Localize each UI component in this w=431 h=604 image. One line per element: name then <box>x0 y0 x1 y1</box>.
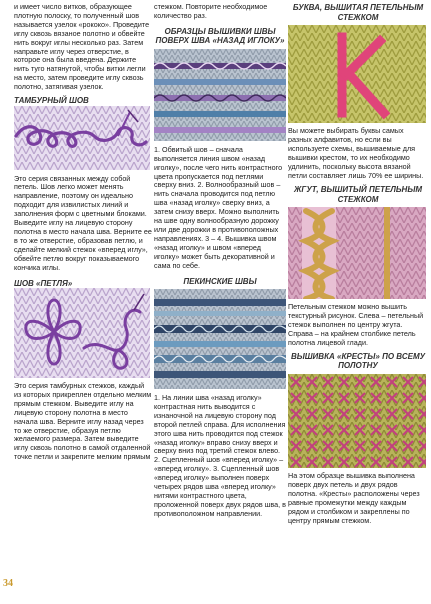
pekinese-text: 1. На линии шва «назад иголку» контрастная нить выводится с изнаночной на лицевую сторону под второй петлей справа. Для исполнения этого шва нить проводится под стежок «назад иголку» вправо снизу вверх и сверху вниз под третий стежок влево. 2. Сцепленный шов «вперед иголку» – «вперед иголку». 3. Сцепленный шов «вперед иголку» выполнен поверх четырех рядов шва «вперед иголку» нитями контрастного цвета, проложенной поверх двух рядов шва, в противоположном направлении. <box>154 393 286 518</box>
column-middle <box>154 0 286 519</box>
letter-text: Вы можете выбирать буквы самых разных алфавитов, но если вы используете схемы, вышиваемые для вышивки крестом, то их необходимо удлинить, поскольку высота вязаной петли составляет лишь 70% ее ширины. <box>288 126 424 180</box>
embroidered-letter-image <box>288 25 426 123</box>
column-right <box>288 0 428 525</box>
cross-stitch-image <box>288 374 426 468</box>
pekinese-samples-image <box>154 289 286 389</box>
column-left <box>14 0 152 462</box>
intro-text: и имеет число витков, образующее плотную полоску, то полученный шов называется узелок «рококо». Проведите иглу сквозь вязаное полотно и обвейте нить вокруг иглы несколько раз. Затем направьте иглу через отверстие, в которое она была введена. Держите нить туго натянутой, чтобы витки легли на место, затем проведите иглу сквозь полотно, затягивая узелок. <box>14 2 150 92</box>
heading-tambour: ТАМБУРНЫЙ ШОВ <box>14 96 89 106</box>
heading-letter: БУКВА, ВЫШИТАЯ ПЕТЕЛЬНЫМ СТЕЖКОМ <box>292 3 424 22</box>
heading-pekinese: ПЕКИНСКИЕ ШВЫ <box>183 276 257 286</box>
over-backstitch-text: 1. Обвитый шов – сначала выполняется линия швом «назад иголку», после чего нить контрастного цвета пропускается под петлями сверху вниз. 2. Волнообразный шов – нить сначала проводится под петлю шва «назад иголку» сверху вниз, а затем снизу вверх. Можно выполнить на шве одну волнообразную дорожку или две дорожки в противоположных направлениях. 3 – 4. Вышивка швом «назад иголку» и швом «вперед иголку» может быть декоративной и сама по себе. <box>154 144 283 270</box>
heading-crosses: ВЫШИВКА «КРЕСТЫ» ПО ВСЕМУ ПОЛОТНУ <box>290 351 426 371</box>
page-number: 34 <box>3 578 13 589</box>
tambour-text: Это серия связанных между собой петель. Шов легко может менять направление, поэтому он идеально подходит для извилистых линий и заполнения форм с цветными блоками. Выведите иглу на лицевую сторону полотна в место начала шва. Верните ее в то же отверстие, образовав петлю, и сделайте мелкий стежок «вперед иглу», обвейте петлю вокруг показываемого кончика иглы. <box>14 173 152 272</box>
continued-text: стежком. Повторите необходимое количество раз. <box>154 2 268 20</box>
loop-stitch-illustration <box>14 288 150 378</box>
loop-text: Это серия тамбурных стежков, каждый из которых прикреплен отдельно мелким прямым стежком. Выведите иглу на лицевую сторону полотна в место начала шва. Верните иглу назад через то же отверстие, образуя петлю желаемого размера. Затем выведите иглу сквозь полотно в самой отдаленной точке петли и закрепите мелким прямым <box>14 381 152 462</box>
heading-harness: ЖГУТ, ВЫШИТЫЙ ПЕТЕЛЬНЫМ СТЕЖКОМ <box>293 185 422 204</box>
harness-stitch-image <box>288 207 426 299</box>
tambour-stitch-illustration <box>14 106 150 170</box>
heading-over-backstitch: ОБРАЗЦЫ ВЫШИВКИ ШВЫ ПОВЕРХ ШВА «НАЗАД ИГЛОКУ» <box>155 26 285 46</box>
backstitch-samples-image <box>154 49 286 141</box>
harness-text: Петельным стежком можно вышить текстурный рисунок. Слева – петельный стежок выполнен по центру жгута. Справа – на крайнем столбике петель полотна лицевой глади. <box>288 302 424 348</box>
crosses-text: На этом образце вышивка выполнена поверх двух петель и двух рядов полотна. «Кресты» расположены через равные промежутки между каждым рядом и столбиком и закреплены по центру прямым стежком. <box>288 470 420 525</box>
heading-loop: ШОВ «ПЕТЛЯ» <box>14 278 73 288</box>
